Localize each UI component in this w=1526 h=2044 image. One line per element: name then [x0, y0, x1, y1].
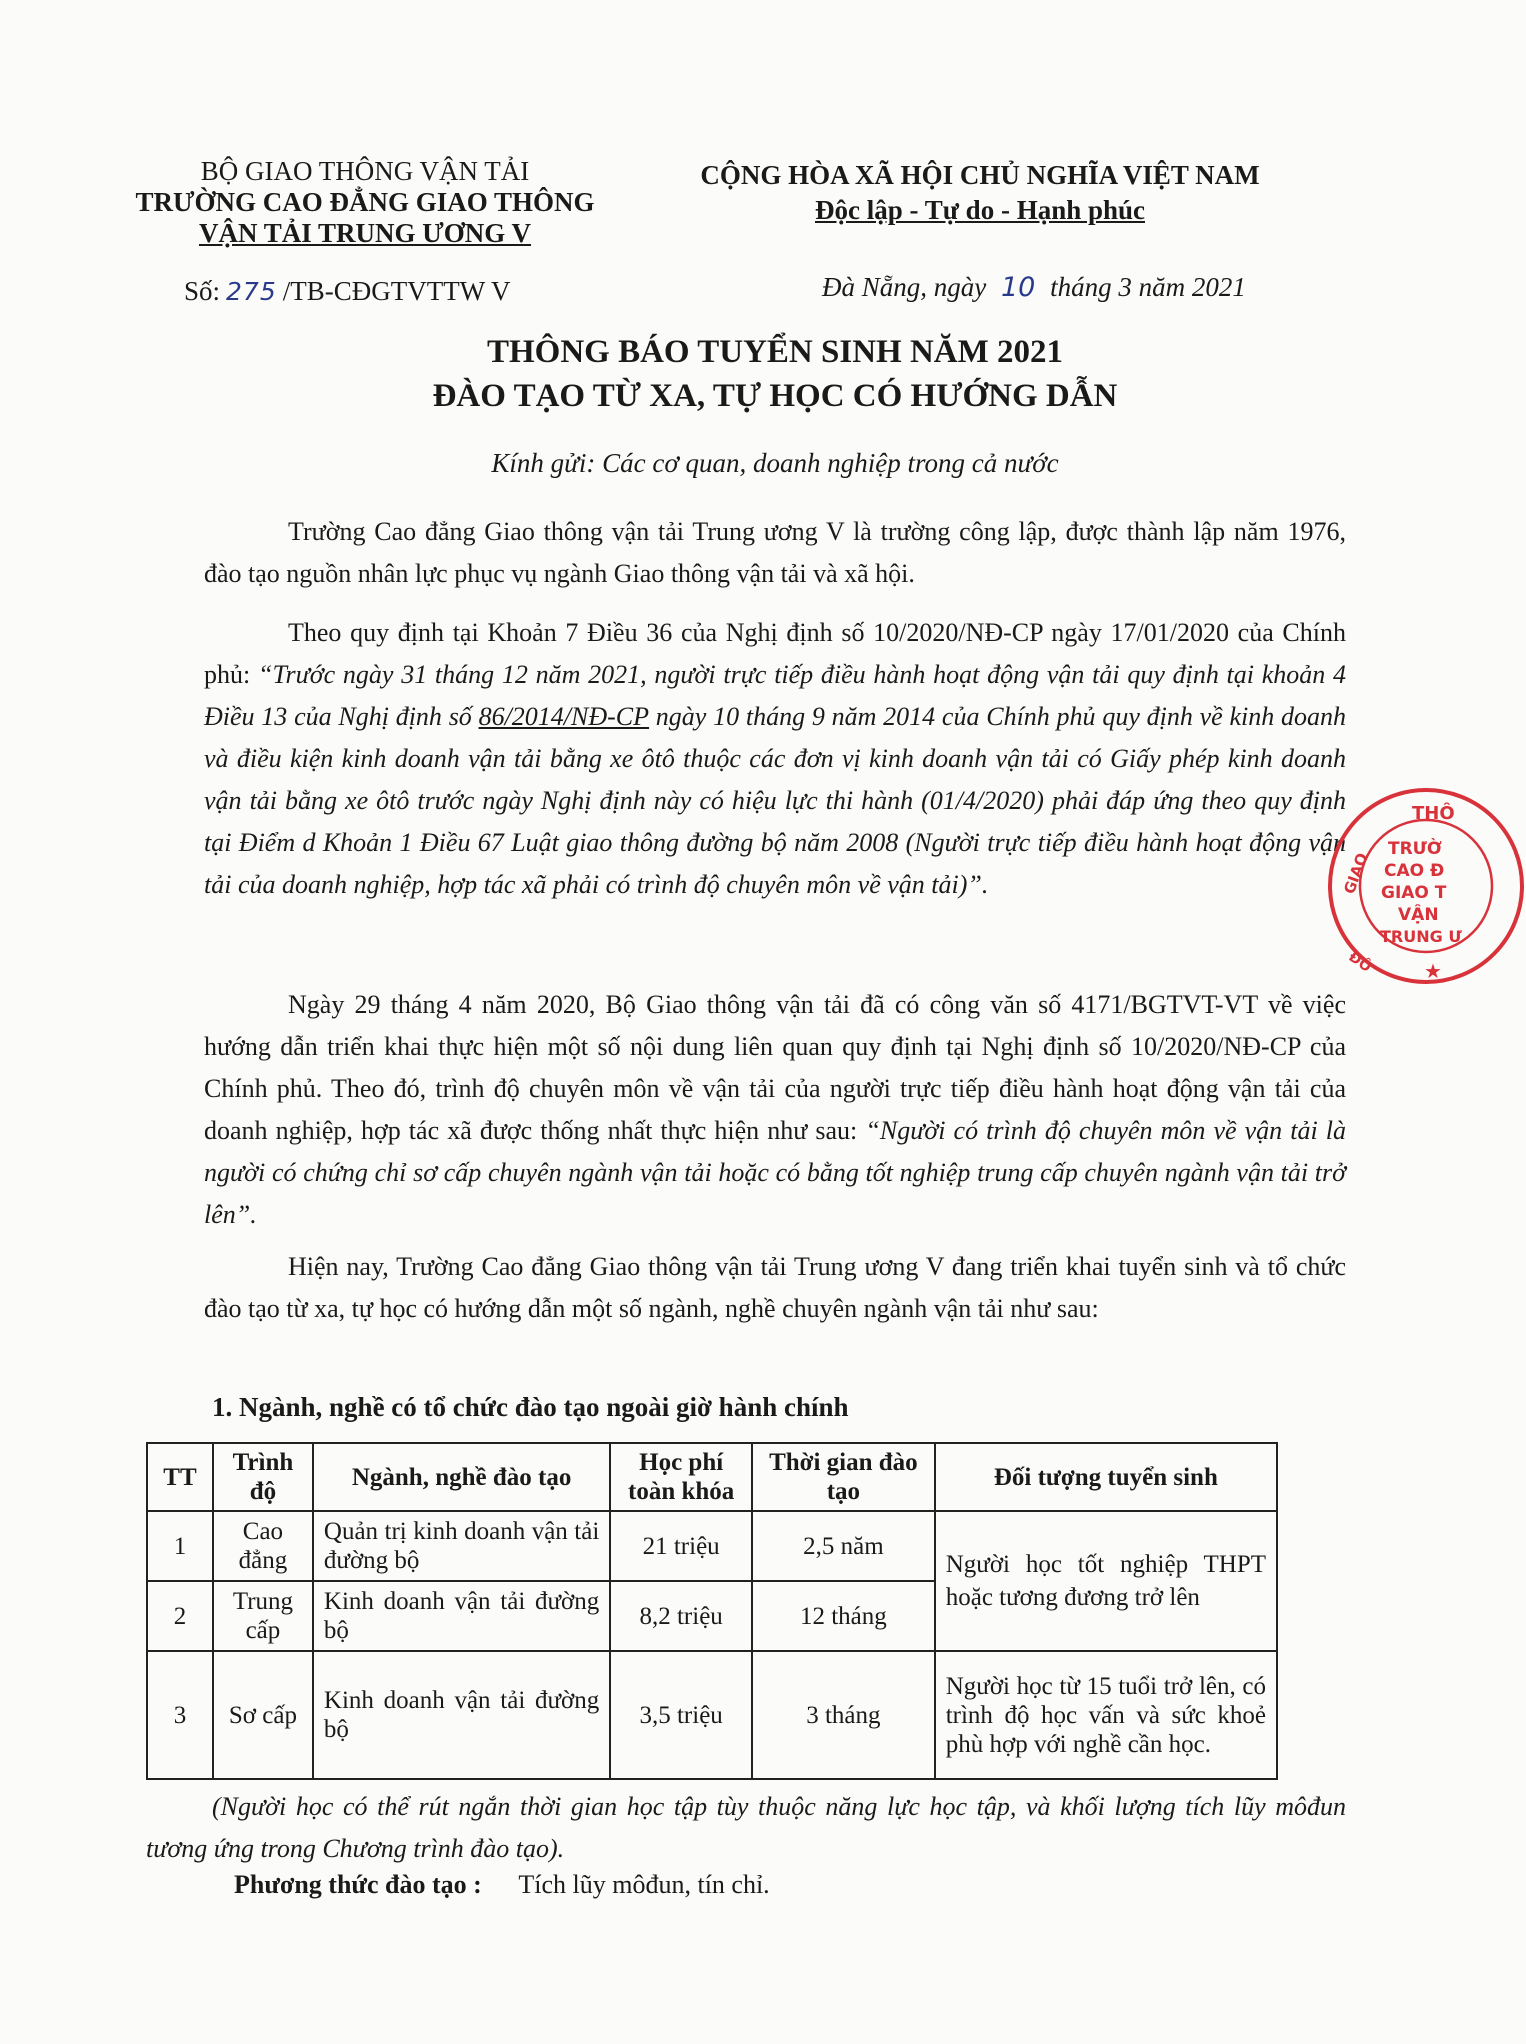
row1-level: Cao đẳng: [213, 1511, 313, 1581]
doc-number-handwritten: 275: [226, 277, 277, 306]
title-line2: ĐÀO TẠO TỪ XA, TỰ HỌC CÓ HƯỚNG DẪN: [432, 378, 1118, 414]
regulation-intro: Theo quy định tại Khoản 7 Điều 36 của Nghị định số 10/2020/NĐ-CP ngày 17/01/2020 của Chính phủ:: [204, 618, 1346, 689]
stamp-line6: TRUNG Ư: [1380, 927, 1462, 946]
ministry-name: BỘ GIAO THÔNG VẬN TẢI: [200, 156, 530, 186]
paragraph-regulation: [204, 612, 1346, 906]
paragraph-intro: [204, 511, 1346, 595]
doc-number-suffix: /TB-CĐGTVTTW V: [282, 276, 511, 306]
method-value: Tích lũy môđun, tín chỉ.: [518, 1870, 770, 1899]
stamp-line5: VẬN: [1398, 905, 1439, 925]
regulation-quote-b: ngày 10 tháng 9 năm 2014 của Chính phủ quy định về kinh doanh và điều kiện kinh doanh vận tải bằng xe ôtô thuộc các đơn vị kinh doanh vận tải có Giấy phép kinh doanh vận tải bằng xe ôtô trước ngày Nghị định này có hiệu lực thi hành (01/4/2020) phải đáp ứng theo quy định tại Điểm d Khoản 1 Điều 67 Luật giao thông đường bộ năm 2008 (Người trực tiếp điều hành hoạt động vận tải của doanh nghiệp, hợp tác xã phải có trình độ chuyên môn về vận tải)”.: [204, 702, 1346, 899]
row3-program: Kinh doanh vận tải đường bộ: [313, 1651, 610, 1779]
country-name: CỘNG HÒA XÃ HỘI CHỦ NGHĨA VIỆT NAM: [700, 160, 1260, 190]
paragraph-current: [204, 1246, 1346, 1330]
header-level: Trình độ: [213, 1443, 313, 1511]
header-left: [100, 156, 630, 249]
header-program: Ngành, nghề đào tạo: [313, 1443, 610, 1511]
issue-date: [822, 272, 1246, 303]
title-line1: THÔNG BÁO TUYỂN SINH NĂM 2021: [486, 334, 1064, 370]
stamp-line3: CAO Đ: [1384, 861, 1445, 881]
motto: Độc lập - Tự do - Hạnh phúc: [814, 195, 1146, 225]
row3-fee: 3,5 triệu: [610, 1651, 752, 1779]
official-red-stamp: [1326, 786, 1526, 986]
header-fee: Học phí toàn khóa: [610, 1443, 752, 1511]
row2-duration: 12 tháng: [752, 1581, 935, 1651]
guidance-intro: Ngày 29 tháng 4 năm 2020, Bộ Giao thông vận tải đã có công văn số 4171/BGTVT-VT về việc hướng dẫn triển khai thực hiện một số nội dung liên quan quy định tại Nghị định số 10/2020/NĐ-CP của Chính phủ. Theo đó, trình độ chuyên môn về vận tải của người trực tiếp điều hành hoạt động vận tải của doanh nghiệp, hợp tác xã được thống nhất thực hiện như sau:: [204, 990, 1346, 1145]
date-suffix: tháng 3 năm 2021: [1050, 272, 1246, 302]
row1-tt: 1: [147, 1511, 213, 1581]
stamp-top-text: THÔ: [1412, 803, 1455, 824]
table-header-row: [147, 1443, 1277, 1511]
stamp-line2: TRƯỜ: [1388, 839, 1442, 859]
school-name-line2: VẬN TẢI TRUNG ƯƠNG V: [198, 218, 532, 248]
header-tt: TT: [147, 1443, 213, 1511]
header-target: Đối tượng tuyển sinh: [935, 1443, 1277, 1511]
programs-table: [146, 1442, 1278, 1780]
stamp-bottom-text: ĐÔ: [1345, 949, 1374, 976]
row1-duration: 2,5 năm: [752, 1511, 935, 1581]
school-name-line1: TRƯỜNG CAO ĐẲNG GIAO THÔNG: [135, 187, 595, 217]
paragraph-ministry-guidance: [204, 984, 1346, 1236]
guidance-quote: “Người có trình độ chuyên môn về vận tải là người có chứng chỉ sơ cấp chuyên ngành vận tải hoặc có bằng tốt nghiệp trung cấp chuyên ngành vận tải trở lên”.: [204, 1116, 1347, 1229]
row3-level: Sơ cấp: [213, 1651, 313, 1779]
row2-tt: 2: [147, 1581, 213, 1651]
row3-target: Người học từ 15 tuổi trở lên, có trình độ học vấn và sức khoẻ phù hợp với nghề cần học.: [935, 1651, 1277, 1779]
header-right: [660, 160, 1300, 226]
row3-duration: 3 tháng: [752, 1651, 935, 1779]
date-day-handwritten: 10: [1001, 272, 1036, 303]
regulation-quote-a: “Trước ngày 31 tháng 12 năm 2021, người trực tiếp điều hành hoạt động vận tải quy định tại khoản 4 Điều 13 của Nghị định số: [204, 660, 1347, 731]
stamp-line4: GIAO T: [1381, 883, 1447, 903]
row1-program: Quản trị kinh doanh vận tải đường bộ: [313, 1511, 610, 1581]
section1-heading: 1. Ngành, nghề có tổ chức đào tạo ngoài giờ hành chính: [212, 1392, 849, 1422]
decree-reference-link: 86/2014/NĐ-CP: [478, 702, 650, 731]
method-label: Phương thức đào tạo :: [234, 1870, 482, 1899]
current-text: Hiện nay, Trường Cao đẳng Giao thông vận tải Trung ương V đang triển khai tuyển sinh và tổ chức đào tạo từ xa, tự học có hướng dẫn một số ngành, nghề chuyên ngành vận tải như sau:: [204, 1252, 1346, 1323]
training-method: [234, 1870, 770, 1900]
table-row: [147, 1511, 1277, 1581]
salutation: Kính gửi: Các cơ quan, doanh nghiệp trong cả nước: [491, 448, 1059, 478]
stamp-star-icon: ★: [1424, 959, 1442, 983]
date-prefix: Đà Nẵng, ngày: [822, 272, 987, 302]
notice-title: [204, 330, 1346, 418]
row2-program: Kinh doanh vận tải đường bộ: [313, 1581, 610, 1651]
row2-level: Trung cấp: [213, 1581, 313, 1651]
row1-fee: 21 triệu: [610, 1511, 752, 1581]
rows1-2-target: Người học tốt nghiệp THPT hoặc tương đương trở lên: [935, 1511, 1277, 1651]
paragraph-intro-text: Trường Cao đẳng Giao thông vận tải Trung ương V là trường công lập, được thành lập năm 1976, đào tạo nguồn nhân lực phục vụ ngành Giao thông vận tải và xã hội.: [204, 517, 1346, 588]
row2-fee: 8,2 triệu: [610, 1581, 752, 1651]
header-duration: Thời gian đào tạo: [752, 1443, 935, 1511]
row3-tt: 3: [147, 1651, 213, 1779]
doc-number-prefix: Số:: [184, 276, 221, 306]
table-row: [147, 1651, 1277, 1779]
stamp-side-text: GIAO: [1340, 850, 1372, 897]
document-number: [184, 276, 510, 307]
table-note: (Người học có thể rút ngắn thời gian học tập tùy thuộc năng lực học tập, và khối lượng tích lũy môđun tương ứng trong Chương trình đào tạo).: [146, 1792, 1346, 1863]
